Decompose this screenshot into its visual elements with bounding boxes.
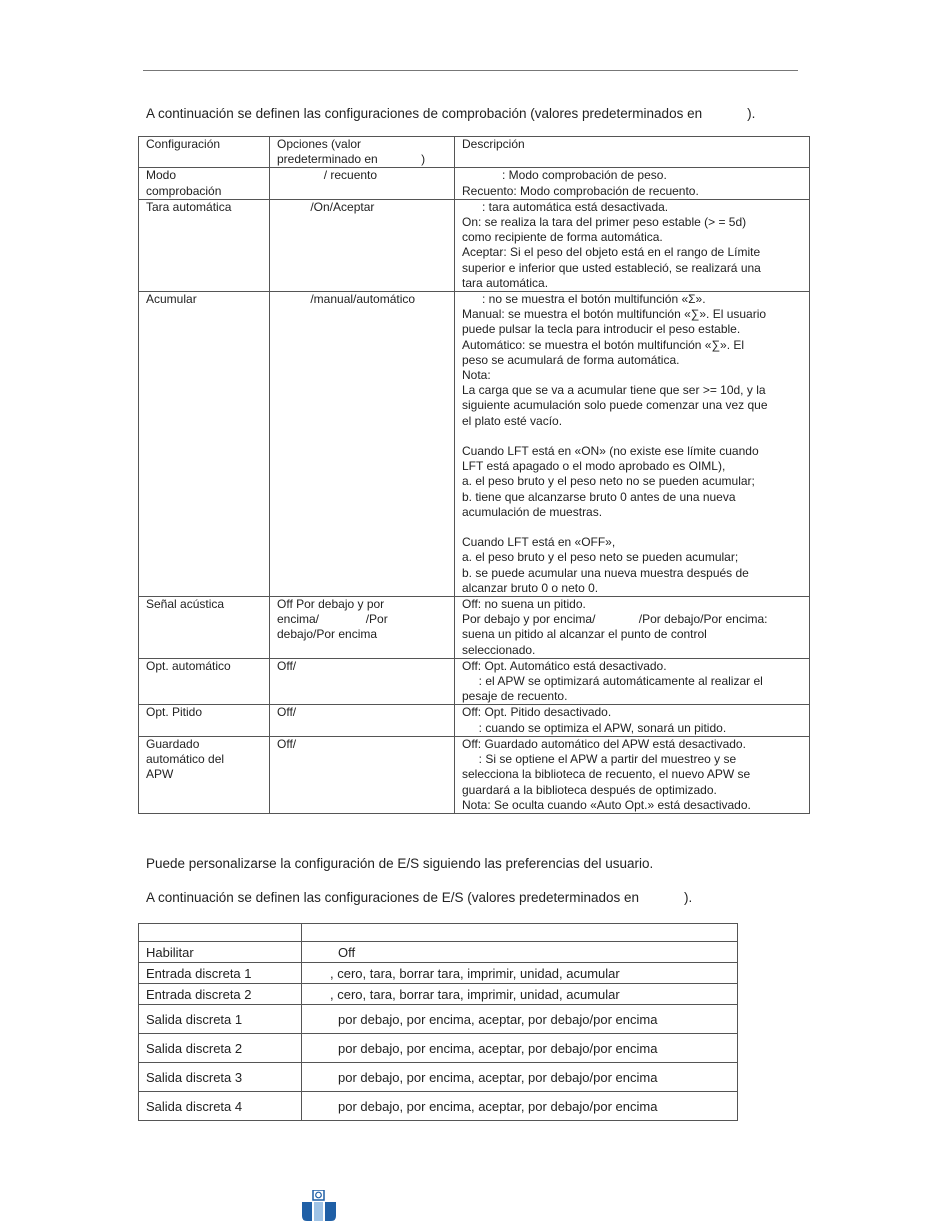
io-row-value: , cero, tara, borrar tara, imprimir, unidad, acumular (302, 963, 738, 984)
cell-line: acumulación de muestras. (462, 504, 603, 519)
row-config-cell (139, 597, 270, 659)
cell-line: Off: Guardado automático del APW está desactivado. (462, 736, 746, 751)
io-row-value: Off (302, 942, 738, 963)
cell-line: : tara automática está desactivada. (462, 199, 669, 214)
cell-line (462, 520, 801, 535)
io-row-value: por debajo, por encima, aceptar, por debajo/por encima (302, 1034, 738, 1063)
cell-line: b. tiene que alcanzarse bruto 0 antes de una nueva (462, 489, 736, 504)
cell-line: Tara automática (146, 199, 232, 214)
cell-line: encima/ /Por (277, 612, 388, 627)
io-row-key: Entrada discreta 2 (139, 984, 302, 1005)
cell-line: Nota: Se oculta cuando «Auto Opt.» está desactivado. (462, 797, 751, 812)
row-options-cell (270, 736, 455, 813)
cell-line: automático del (146, 752, 225, 767)
cell-line: tara automática. (462, 275, 549, 290)
cell-line: Off/ (277, 705, 297, 720)
header-options: Opciones (valor predeterminado en ) (270, 137, 455, 168)
io-row-key: Salida discreta 3 (139, 1063, 302, 1092)
io-table-row (139, 1063, 738, 1092)
cell-line: siguiente acumulación solo puede comenzar una vez que (462, 398, 768, 413)
row-description-cell (455, 292, 810, 597)
header-rule (143, 70, 798, 71)
row-config-cell (139, 168, 270, 199)
cell-line: Cuando LFT está en «ON» (no existe ese límite cuando (462, 444, 759, 459)
cell-line: Nota: (462, 368, 491, 383)
cell-line: /On/Aceptar (277, 199, 375, 214)
io-row-key: Habilitar (139, 942, 302, 963)
io-row-value: por debajo, por encima, aceptar, por debajo/por encima (302, 1005, 738, 1034)
header-config: Configuración (139, 137, 270, 168)
io-header-value (302, 924, 738, 942)
io-table-header (139, 924, 738, 942)
cell-line: selecciona la biblioteca de recuento, el nuevo APW se (462, 767, 751, 782)
io-table-row (139, 942, 738, 963)
intro-text: A continuación se definen las configuraciones de comprobación (valores predeterminados en ). (146, 106, 756, 121)
io-row-key: Salida discreta 2 (139, 1034, 302, 1063)
table-row (139, 658, 810, 705)
io-table-row (139, 1034, 738, 1063)
cell-line: Modo (146, 168, 177, 183)
row-options-cell (270, 597, 455, 659)
cell-line: debajo/Por encima (277, 627, 378, 642)
table-row (139, 597, 810, 659)
cell-line: Acumular (146, 292, 197, 307)
table-row (139, 705, 810, 736)
cell-line: : no se muestra el botón multifunción «Σ». (462, 292, 706, 307)
cell-line: el plato esté vacío. (462, 413, 563, 428)
io-table-row (139, 984, 738, 1005)
row-config-cell (139, 658, 270, 705)
io-table-row (139, 963, 738, 984)
cell-line: Manual: se muestra el botón multifunción «∑». El usuario (462, 307, 767, 322)
row-config-cell (139, 705, 270, 736)
cell-line: Opt. Pitido (146, 705, 203, 720)
cell-line: a. el peso bruto y el peso neto no se pueden acumular; (462, 474, 755, 489)
table-row (139, 168, 810, 199)
cell-line: alcanzar bruto 0 o neto 0. (462, 580, 599, 595)
cell-line: Recuento: Modo comprobación de recuento. (462, 183, 699, 198)
row-config-cell (139, 736, 270, 813)
cell-line: como recipiente de forma automática. (462, 230, 663, 245)
cell-line: guardará a la biblioteca después de optimizado. (462, 782, 717, 797)
company-logo-icon (302, 1190, 336, 1222)
row-description-cell (455, 658, 810, 705)
io-row-key: Salida discreta 4 (139, 1092, 302, 1121)
row-options-cell (270, 658, 455, 705)
row-description-cell (455, 168, 810, 199)
cell-line: / recuento (277, 168, 378, 183)
cell-line: Automático: se muestra el botón multifunción «∑». El (462, 337, 745, 352)
cell-line (462, 429, 801, 444)
cell-line: Cuando LFT está en «OFF», (462, 535, 616, 550)
cell-line: peso se acumulará de forma automática. (462, 352, 680, 367)
io-row-key: Salida discreta 1 (139, 1005, 302, 1034)
cell-line: : el APW se optimizará automáticamente al realizar el (462, 674, 763, 689)
io-row-value: , cero, tara, borrar tara, imprimir, unidad, acumular (302, 984, 738, 1005)
row-description-cell (455, 199, 810, 291)
cell-line: La carga que se va a acumular tiene que ser >= 10d, y la (462, 383, 766, 398)
io-table-row (139, 1005, 738, 1034)
cell-line: puede pulsar la tecla para introducir el peso estable. (462, 322, 741, 337)
cell-line: Off: no suena un pitido. (462, 597, 586, 612)
cell-line: superior e inferior que usted estableció, se realizará una (462, 260, 761, 275)
check-settings-table (138, 136, 810, 814)
table-row (139, 292, 810, 597)
io-settings-table (138, 923, 738, 1121)
table-header-row (139, 137, 810, 168)
cell-line: APW (146, 767, 174, 782)
cell-line: Por debajo y por encima/ /Por debajo/Por encima: (462, 612, 768, 627)
cell-line: b. se puede acumular una nueva muestra después de (462, 565, 749, 580)
io-header-key (139, 924, 302, 942)
row-description-cell (455, 705, 810, 736)
cell-line: comprobación (146, 183, 222, 198)
row-description-cell (455, 597, 810, 659)
cell-line: : Modo comprobación de peso. (462, 168, 667, 183)
cell-line: /manual/automático (277, 292, 416, 307)
cell-line: Off/ (277, 658, 297, 673)
cell-line: Off: Opt. Automático está desactivado. (462, 658, 667, 673)
io-intro-text: Puede personalizarse la configuración de E/S siguiendo las preferencias del usuario. (146, 856, 654, 871)
table-row (139, 736, 810, 813)
row-options-cell (270, 292, 455, 597)
cell-line: Guardado (146, 736, 200, 751)
cell-line: On: se realiza la tara del primer peso estable (> = 5d) (462, 215, 747, 230)
cell-line: a. el peso bruto y el peso neto se pueden acumular; (462, 550, 739, 565)
header-description: Descripción (455, 137, 810, 168)
cell-line: Off: Opt. Pitido desactivado. (462, 705, 612, 720)
row-options-cell (270, 199, 455, 291)
cell-line: Off/ (277, 736, 297, 751)
io-row-value: por debajo, por encima, aceptar, por debajo/por encima (302, 1092, 738, 1121)
cell-line: LFT está apagado o el modo aprobado es OIML), (462, 459, 726, 474)
cell-line: seleccionado. (462, 642, 536, 657)
cell-line: Off Por debajo y por (277, 597, 385, 612)
cell-line: : Si se optiene el APW a partir del muestreo y se (462, 752, 737, 767)
cell-line: suena un pitido al alcanzar el punto de control (462, 627, 707, 642)
cell-line: Opt. automático (146, 658, 231, 673)
row-config-cell (139, 292, 270, 597)
row-config-cell (139, 199, 270, 291)
row-options-cell (270, 705, 455, 736)
io-row-value: por debajo, por encima, aceptar, por debajo/por encima (302, 1063, 738, 1092)
cell-line: Señal acústica (146, 597, 225, 612)
table-row (139, 199, 810, 291)
row-options-cell (270, 168, 455, 199)
io-defaults-text: A continuación se definen las configuraciones de E/S (valores predeterminados en ). (146, 890, 693, 905)
io-table-row (139, 1092, 738, 1121)
io-row-key: Entrada discreta 1 (139, 963, 302, 984)
row-description-cell (455, 736, 810, 813)
cell-line: pesaje de recuento. (462, 689, 568, 704)
cell-line: : cuando se optimiza el APW, sonará un pitido. (462, 720, 727, 735)
cell-line: Aceptar: Si el peso del objeto está en el rango de Límite (462, 245, 761, 260)
